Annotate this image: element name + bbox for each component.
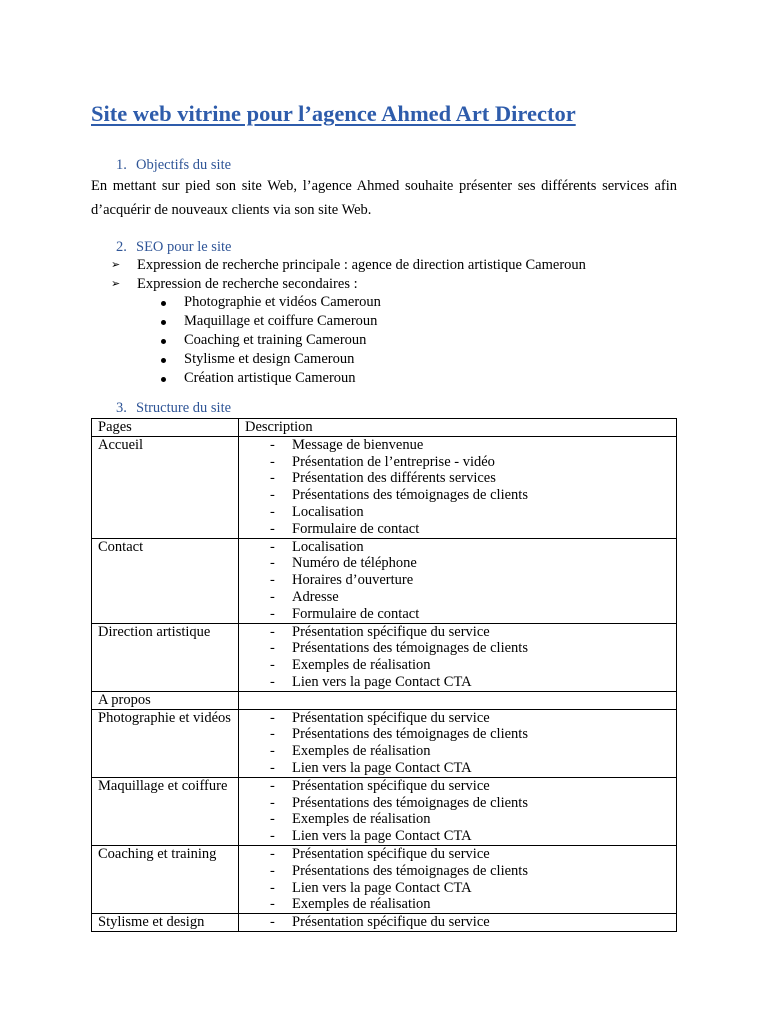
page-name-cell: Direction artistique bbox=[92, 623, 239, 691]
document-title: Site web vitrine pour l’agence Ahmed Art Director bbox=[91, 101, 576, 126]
section-heading-text: Structure du site bbox=[136, 400, 232, 416]
list-item-text: Message de bienvenue bbox=[292, 436, 424, 453]
page-name-cell: Stylisme et design bbox=[92, 914, 239, 932]
list-item bbox=[245, 470, 670, 487]
list-item bbox=[245, 778, 670, 795]
site-structure-table bbox=[91, 418, 677, 932]
seo-secondary-list bbox=[91, 293, 677, 388]
table-header-row bbox=[92, 419, 677, 437]
dash-bullet-icon: - bbox=[270, 555, 275, 572]
dash-bullet-icon: - bbox=[270, 453, 275, 470]
page-name-cell: Photographie et vidéos bbox=[92, 709, 239, 777]
page-name-cell: A propos bbox=[92, 691, 239, 709]
arrow-bullet-icon: ➢ bbox=[111, 258, 121, 271]
list-item-text: Présentations des témoignages de clients bbox=[292, 726, 528, 743]
dash-bullet-icon: - bbox=[270, 572, 275, 589]
list-item bbox=[245, 863, 670, 880]
list-item-text: Horaires d’ouverture bbox=[292, 572, 414, 589]
arrow-bullet-icon: ➢ bbox=[111, 276, 121, 290]
list-item-text: Présentation spécifique du service bbox=[292, 777, 490, 794]
column-header-description: Description bbox=[239, 419, 677, 437]
list-item bbox=[245, 487, 670, 504]
section-heading-structure bbox=[91, 399, 677, 417]
description-list bbox=[245, 437, 670, 538]
list-item bbox=[245, 606, 670, 623]
table-row bbox=[92, 538, 677, 623]
list-item-text: Maquillage et coiffure Cameroun bbox=[184, 313, 378, 329]
list-item bbox=[245, 846, 670, 863]
list-item-text: Expression de recherche principale : agence de direction artistique Cameroun bbox=[137, 257, 586, 273]
description-list bbox=[245, 846, 670, 913]
section-number: 1. bbox=[116, 157, 127, 173]
dash-bullet-icon: - bbox=[270, 520, 275, 537]
dash-bullet-icon: - bbox=[270, 657, 275, 674]
description-cell bbox=[239, 914, 677, 932]
list-item bbox=[245, 640, 670, 657]
list-item-text: Présentations des témoignages de clients bbox=[292, 794, 528, 811]
list-item bbox=[91, 369, 677, 388]
dash-bullet-icon: - bbox=[270, 436, 275, 453]
list-item-text: Exemples de réalisation bbox=[292, 743, 431, 760]
table-row bbox=[92, 845, 677, 913]
table-row bbox=[92, 914, 677, 932]
dash-bullet-icon: - bbox=[270, 743, 275, 760]
list-item-text: Formulaire de contact bbox=[292, 605, 420, 622]
description-list bbox=[245, 539, 670, 623]
page-name-cell: Contact bbox=[92, 538, 239, 623]
list-item-text: Exemples de réalisation bbox=[292, 657, 431, 674]
seo-expression-list bbox=[91, 256, 677, 293]
list-item-text: Adresse bbox=[292, 588, 339, 605]
dash-bullet-icon: - bbox=[270, 605, 275, 622]
description-cell bbox=[239, 845, 677, 913]
description-cell bbox=[239, 436, 677, 538]
description-cell bbox=[239, 623, 677, 691]
list-item-text: Présentations des témoignages de clients bbox=[292, 640, 528, 657]
dash-bullet-icon: - bbox=[270, 879, 275, 896]
dash-bullet-icon: - bbox=[270, 759, 275, 776]
page-name-cell: Coaching et training bbox=[92, 845, 239, 913]
list-item-text: Présentation spécifique du service bbox=[292, 914, 490, 931]
dash-bullet-icon: - bbox=[270, 487, 275, 504]
list-item-text: Exemples de réalisation bbox=[292, 896, 431, 913]
dash-bullet-icon: - bbox=[270, 640, 275, 657]
list-item bbox=[245, 572, 670, 589]
dash-bullet-icon: - bbox=[270, 862, 275, 879]
list-item bbox=[91, 293, 677, 312]
page-name-cell: Accueil bbox=[92, 436, 239, 538]
dash-bullet-icon: - bbox=[270, 777, 275, 794]
list-item-text: Présentation spécifique du service bbox=[292, 623, 490, 640]
list-item bbox=[245, 726, 670, 743]
section-number: 2. bbox=[116, 239, 127, 255]
list-item-text: Lien vers la page Contact CTA bbox=[292, 879, 472, 896]
list-item bbox=[245, 539, 670, 556]
dash-bullet-icon: - bbox=[270, 811, 275, 828]
list-item bbox=[91, 331, 677, 350]
list-item-text: Création artistique Cameroun bbox=[184, 370, 356, 386]
table-row bbox=[92, 777, 677, 845]
list-item bbox=[245, 589, 670, 606]
dash-bullet-icon: - bbox=[270, 623, 275, 640]
dash-bullet-icon: - bbox=[270, 828, 275, 845]
list-item bbox=[245, 896, 670, 913]
table-row bbox=[92, 691, 677, 709]
list-item-text: Présentation spécifique du service bbox=[292, 709, 490, 726]
dash-bullet-icon: - bbox=[270, 845, 275, 862]
section-number: 3. bbox=[116, 400, 127, 416]
list-item bbox=[245, 674, 670, 691]
list-item bbox=[245, 437, 670, 454]
dash-bullet-icon: - bbox=[270, 470, 275, 487]
list-item-text: Présentation des différents services bbox=[292, 470, 496, 487]
dash-bullet-icon: - bbox=[270, 914, 275, 931]
list-item bbox=[245, 657, 670, 674]
column-header-pages: Pages bbox=[92, 419, 239, 437]
list-item bbox=[245, 521, 670, 538]
list-item bbox=[245, 555, 670, 572]
list-item bbox=[245, 760, 670, 777]
table-row bbox=[92, 436, 677, 538]
table-row bbox=[92, 709, 677, 777]
dash-bullet-icon: - bbox=[270, 673, 275, 690]
objectives-paragraph: En mettant sur pied son site Web, l’agence Ahmed souhaite présenter ses différents services afin d’acquérir de nouveaux clients via son site Web. bbox=[91, 178, 677, 218]
seo-secondary-label bbox=[91, 275, 677, 294]
list-item bbox=[245, 454, 670, 471]
list-item-text: Coaching et training Cameroun bbox=[184, 332, 367, 348]
list-item-text: Expression de recherche secondaires : bbox=[137, 275, 358, 292]
page-name-cell: Maquillage et coiffure bbox=[92, 777, 239, 845]
list-item-text: Numéro de téléphone bbox=[292, 555, 417, 572]
section-heading-text: Objectifs du site bbox=[136, 157, 232, 173]
dash-bullet-icon: - bbox=[270, 503, 275, 520]
description-list bbox=[245, 778, 670, 845]
bullet-dot-icon bbox=[161, 301, 166, 306]
list-item-text: Présentations des témoignages de clients bbox=[292, 487, 528, 504]
dash-bullet-icon: - bbox=[270, 896, 275, 913]
dash-bullet-icon: - bbox=[270, 709, 275, 726]
description-list bbox=[245, 710, 670, 777]
list-item-text: Lien vers la page Contact CTA bbox=[292, 759, 472, 776]
document-page bbox=[91, 96, 677, 932]
list-item-text: Présentation de l’entreprise - vidéo bbox=[292, 453, 495, 470]
section-heading-text: SEO pour le site bbox=[136, 239, 232, 255]
table-body bbox=[92, 436, 677, 931]
list-item bbox=[245, 710, 670, 727]
description-list bbox=[245, 624, 670, 691]
list-item-text: Exemples de réalisation bbox=[292, 811, 431, 828]
dash-bullet-icon: - bbox=[270, 726, 275, 743]
bullet-dot-icon bbox=[161, 358, 166, 363]
list-item bbox=[245, 914, 670, 931]
list-item bbox=[245, 795, 670, 812]
description-cell bbox=[239, 538, 677, 623]
list-item-text: Formulaire de contact bbox=[292, 520, 420, 537]
list-item bbox=[245, 828, 670, 845]
list-item-text: Présentations des témoignages de clients bbox=[292, 862, 528, 879]
list-item-text: Lien vers la page Contact CTA bbox=[292, 673, 472, 690]
list-item bbox=[245, 624, 670, 641]
list-item-text: Stylisme et design Cameroun bbox=[184, 351, 355, 367]
description-cell bbox=[239, 777, 677, 845]
table-row bbox=[92, 623, 677, 691]
bullet-dot-icon bbox=[161, 320, 166, 325]
list-item-text: Lien vers la page Contact CTA bbox=[292, 828, 472, 845]
list-item bbox=[245, 880, 670, 897]
description-list bbox=[245, 914, 670, 931]
list-item bbox=[245, 811, 670, 828]
section-heading-objectives bbox=[91, 156, 677, 174]
list-item bbox=[91, 312, 677, 331]
description-cell bbox=[239, 691, 677, 709]
list-item bbox=[245, 743, 670, 760]
seo-main-expression bbox=[91, 256, 677, 275]
bullet-dot-icon bbox=[161, 377, 166, 382]
section-heading-seo bbox=[91, 238, 677, 256]
bullet-dot-icon bbox=[161, 339, 166, 344]
list-item-text: Photographie et vidéos Cameroun bbox=[184, 294, 381, 310]
list-item-text: Localisation bbox=[292, 538, 364, 555]
dash-bullet-icon: - bbox=[270, 794, 275, 811]
list-item bbox=[245, 504, 670, 521]
list-item-text: Présentation spécifique du service bbox=[292, 845, 490, 862]
dash-bullet-icon: - bbox=[270, 588, 275, 605]
description-cell bbox=[239, 709, 677, 777]
list-item bbox=[91, 350, 677, 369]
list-item-text: Localisation bbox=[292, 503, 364, 520]
dash-bullet-icon: - bbox=[270, 538, 275, 555]
